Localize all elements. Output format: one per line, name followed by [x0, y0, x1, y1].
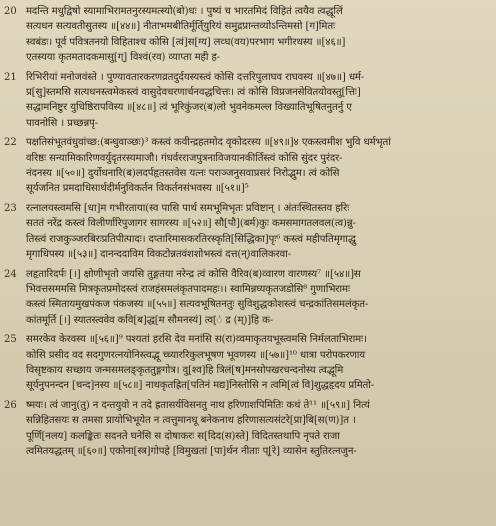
verse-block: [4, 398, 486, 460]
text-line: सत्यधन सत्यवतीसुतस्य ॥[४४॥] नीताभमबीतिर्मूर्ति्युरियं समुद्रप्रान्तव्योऽन्तिमसो [ग]मितः: [26, 21, 336, 33]
verse-block-text: [26, 398, 486, 460]
text-line: ष्मयः। त्वं जानु(तु) न दन्तयुवो न तदे ह्रतासर्यविसनतु नाथ हरिणाशपिमितिः कथं ते¹¹ ॥[५९॥] नित्यं: [26, 399, 370, 411]
verse-block-text: [26, 332, 486, 394]
text-line: सूर्यनुपनन्दन [चन्द]नस्य ॥[५८॥] नाथकृतह्रित[पतिनं मद्य]निस्तोसि न त्वमि[त्वं वि]शुद्धहृदय प्रमितो-: [26, 380, 375, 392]
text-line: स्वबंडः। पूर्व पवित्रतनयो विहिताश्च कोसि [त्वं]स[ग्य] लव्ध(वय)परभाग भगीरथस्य ॥[४६॥]: [26, 36, 346, 48]
text-line: विसृष्टकाय सच्छाय जन्मसमलङ्कृततुङ्गगोत्र। वु[श्व]हि त्रिलं[ष]मनसोपखरचन्दनोस्य त्वद्भूमि: [26, 364, 344, 376]
text-line: एतस्यया कृतमतादकमासु[ग्] विश्वं(रव) व्याप्ता मही ह-: [26, 52, 221, 64]
verse-block: [4, 201, 486, 263]
verse-block-number: 21: [4, 71, 17, 83]
verse-block-text: [26, 70, 486, 132]
text-line: मृगाधिपस्य ॥[५३॥] दानन्ददाविम विकटोन्नतवंशशोभस्त्वं दत्त(न्)वालिकरवा-: [26, 249, 292, 261]
verse-block-text: [26, 4, 486, 66]
verse-block-number: 26: [4, 399, 17, 411]
text-line: मदन्ति मधुद्विषो स्यामाभिरामतनुरस्यमत्स्यो(बो)धः । पुष्यं च भारतमिदं विहितं त्वयैव त्वद्धूलिं: [26, 6, 343, 17]
text-line: सन्निहितसयः स तमसा प्रायोभिभूयेत न त्वत्तुमानधू बनेकनाथ हरिणासत्यसंटरे[प्रा]बि[स(ण)]त ।: [26, 415, 356, 427]
text-line: वरिष्ठः सन्यामिकारिणवर्युदृतरस्यमाजौ। गंधर्वरराजपुत्रनाविजयानकीर्तिस्त्वं कोसि सुंदर पुरंदर-: [26, 152, 343, 164]
text-line: नंदनस्य ॥[५०॥] दुर्योधनारि(ब)लदर्पहृतस्तवेस यत्नः पराञ्जनुसवाप्रसरं निरोद्भुम। त्वं कोसि: [26, 168, 340, 180]
text-line: प्र[सु]स्तमसि सत्यधनस्त्वमेकस्त्वं वासुदेवचरणार्चनवद्धचित्तः। त्वं कोसि विप्रजनसेवितयोवस्तु[त्तिः]: [26, 87, 361, 99]
verse-block-number: 23: [4, 202, 17, 214]
verse-block: [4, 135, 486, 197]
verse-block: [4, 4, 486, 66]
text-line: त्वमितयद्धतम् ॥[६०॥] एकोना[स्त्र]गोपहे [विमुखतां [पा]र्थन नीताः प्[रे] व्यासेन स्तुतिरत्नजुन-: [26, 445, 357, 457]
verse-block: [4, 267, 486, 329]
text-line: सद्धामनिष्टुर युधिष्ठिरापविस्य ॥[४८॥] त्वं भूरिकुंजर(ब)लो भुवनेकमल्ल विख्यातिभूषितनुतर्नु ए: [26, 102, 352, 114]
text-line: समरकेव केरवस्य ॥[५६॥]⁹ पश्यतां हरसि देव मनांसि स(रा)व्वमाकृतयभूस्त्वमसि निर्मलताभिरामः।: [26, 334, 367, 346]
verse-block: [4, 70, 486, 132]
verse-block-number: 20: [4, 6, 17, 17]
text-line: पूर्णि[नलय] कलङ्कितः सदनते घनेसि स दोषाकरः स[दिद(स)स्ते] विदितस्तथापि नृपते राजा: [26, 430, 340, 442]
text-line: कस्त्वं स्मितायमुखपंकज पंकजस्य ॥[५५॥] सत्यवभूषितनतुः सुविशुद्धकोशस्त्वं चन्द्रकांतिसमलंकृत-: [26, 299, 369, 311]
verse-block-text: [26, 201, 486, 263]
verse-block: [4, 332, 486, 394]
text-line: कांतमूर्ति [।] स्यातस्त्ववेव कवि[ब]द्ध[म सौमनस्यं] त्व[ं द्र (म्)]हि क-: [26, 314, 274, 326]
verse-block-text: [26, 135, 486, 197]
text-line: रिभिरीयां मनोजवंस्ते । पुण्यावतारकरणव्रतदुर्दयस्यस्त्वं कोसि दत्तरिपुलाघव राघवस्य ॥[४७॥] धर्म-: [26, 71, 365, 83]
text-line: कोसि प्रसीद वद सदगुणरत्नयोनिस्त्वद्भू च्च्याररिकुलभूषण भूवणस्य ॥[५७॥]¹⁰ धात्रा परोपकरणाय: [26, 349, 366, 361]
text-line: भिवत्तसममसि मित्रकृतप्रमोदस्त्वं राजहंसमलंकृतपादमहः।। स्वामिन्नघ्यकृतजडोसि⁸ गुणाभिरामः: [26, 283, 350, 295]
verse-block-number: 24: [4, 268, 17, 280]
verse-block-number: 22: [4, 137, 17, 149]
text-line: सततं नरेंद्र कस्त्वं विलीर्णारिपुजागर सागरस्य ॥[५२॥] सौ[पौ](बर्म)कुः कमसमागतलवल(त्व)न्नु-: [26, 218, 356, 230]
text-line: पावनोसि । प्रच्छन्नपृ-: [26, 117, 99, 129]
verse-block-number: 25: [4, 334, 17, 346]
text-line: लहृतारिदर्पः [।] क्षोणीभृतो जयसि तुङ्गतया नरेन्द्र त्वं कोसि वैरिव(ब)व्वारण वारणस्य⁷ ॥[५४॥]स: [26, 268, 361, 280]
text-line: तिस्त्वं राजकुञ्जरबिरःप्रतिपीत्पादः। दप्तारिमासकरतिरस्कृति[सिद्धिका]पृः⁶ कस्त्वं महीपतिमृगा‍द्धु: [26, 233, 356, 245]
verse-block-text: [26, 267, 486, 329]
text-line: रत्नालयस्त्वमसि [धा]म गभीरताया(स्व पासि पार्थ समभूमिभृतः प्रविष्टान् । अंतःस्थितस्तव हरिः: [26, 202, 350, 214]
text-line: पक्षतिसंभूतवंधुवांच्छ:(बन्धुवाञ्छः)³ कस्त्वं कवीन्द्रहतमोद वृकोदरस्य ॥[४९॥]४ एकस्त्वमीश भुवि धर्मभृतां: [26, 137, 391, 149]
text-line: सूर्यजनित प्रमदाधिसार्थदीर्मनुविकर्तन विकर्तनसंभवस्य ॥[५१॥]⁵: [26, 183, 249, 195]
